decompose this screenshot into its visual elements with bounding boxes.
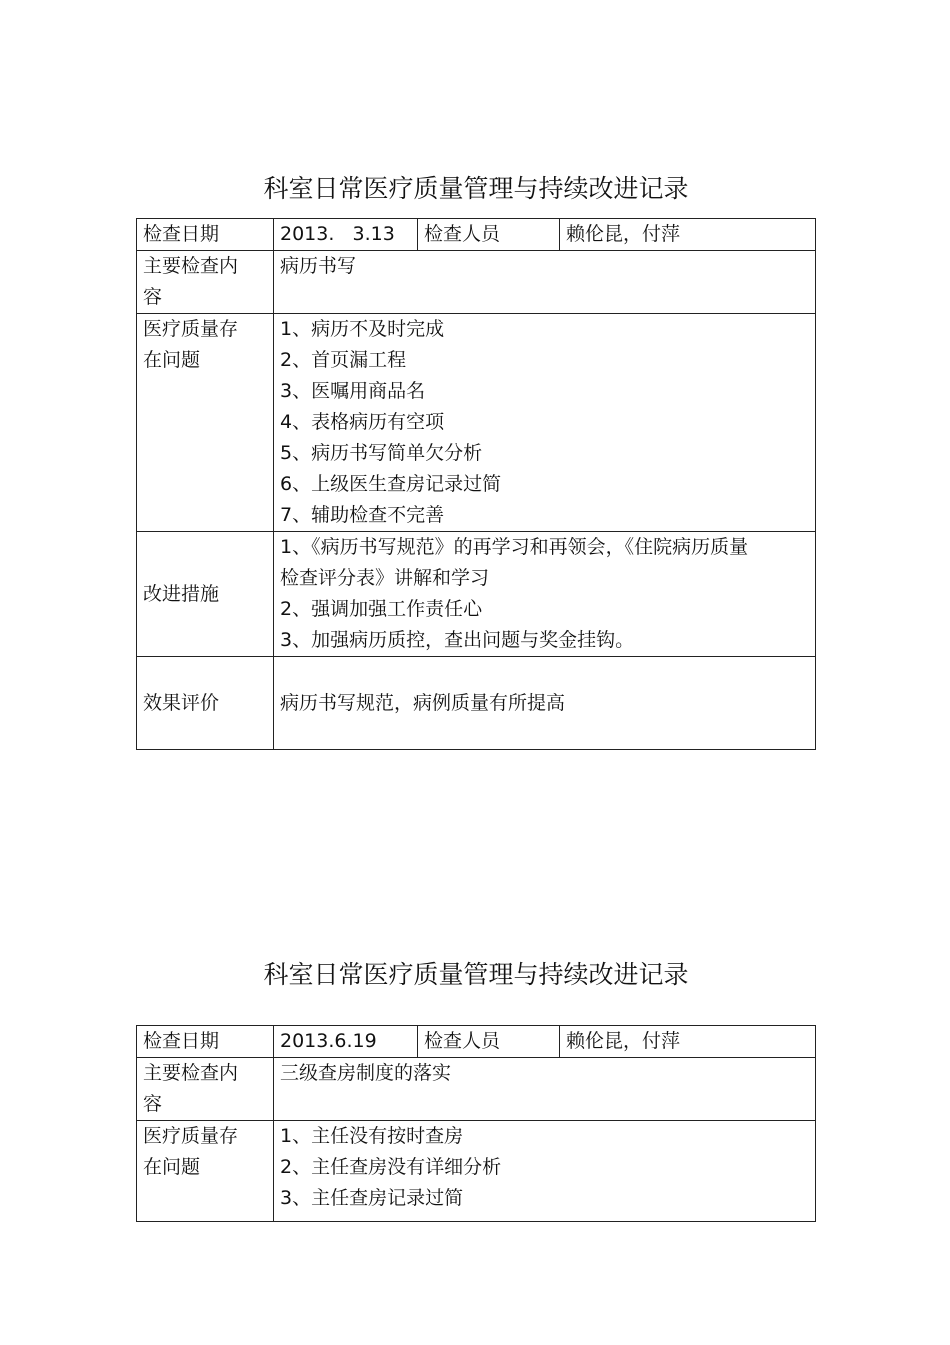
date-row (137, 219, 816, 251)
problems-label (137, 1121, 274, 1222)
record-2-table (136, 1025, 816, 1222)
content-row (137, 251, 816, 314)
problems-label-line-2: 在问题 (143, 349, 201, 371)
effect-value: 病历书写规范，病例质量有所提高 (274, 657, 816, 750)
content-label (137, 1058, 274, 1121)
problems-label (137, 314, 274, 532)
measure-item: 1、《病历书写规范》的再学习和再领会，《住院病历质量检查评分表》讲解和学习 (280, 536, 749, 589)
content-label-line-1: 主要检查内 (143, 1062, 239, 1084)
measures-list (274, 532, 816, 657)
content-row (137, 1058, 816, 1121)
problems-row (137, 314, 816, 532)
measure-item: 3、加强病历质控，查出问题与奖金挂钩。 (280, 629, 635, 651)
content-label-line-2: 容 (143, 1093, 163, 1115)
content-label-line-1: 主要检查内 (143, 255, 239, 277)
problems-row (137, 1121, 816, 1222)
problem-item: 3、主任查房记录过简 (280, 1187, 464, 1209)
date-label: 检查日期 (137, 219, 274, 251)
problems-label-line-2: 在问题 (143, 1156, 201, 1178)
inspector-label: 检查人员 (418, 219, 560, 251)
measures-label: 改进措施 (137, 532, 274, 657)
record-1-title: 科室日常医疗质量管理与持续改进记录 (263, 174, 689, 203)
measure-item: 2、强调加强工作责任心 (280, 598, 483, 620)
record-1 (136, 218, 816, 750)
date-label: 检查日期 (137, 1026, 274, 1058)
content-value: 病历书写 (274, 251, 816, 314)
problem-item: 2、主任查房没有详细分析 (280, 1156, 502, 1178)
problem-item: 4、表格病历有空项 (280, 411, 445, 433)
problem-item: 1、病历不及时完成 (280, 318, 445, 340)
record-1-table (136, 218, 816, 750)
record-2-title: 科室日常医疗质量管理与持续改进记录 (263, 960, 689, 989)
problem-item: 1、主任没有按时查房 (280, 1125, 464, 1147)
date-value: 2013.6.19 (274, 1026, 418, 1058)
content-value: 三级查房制度的落实 (274, 1058, 816, 1121)
date-row (137, 1026, 816, 1058)
inspector-value: 赖伦昆，付萍 (560, 219, 816, 251)
problems-list (274, 1121, 816, 1222)
problem-item: 2、首页漏工程 (280, 349, 407, 371)
problem-item: 3、医嘱用商品名 (280, 380, 426, 402)
record-2 (136, 1025, 816, 1222)
problem-item: 5、病历书写简单欠分析 (280, 442, 483, 464)
measures-row (137, 532, 816, 657)
problems-label-line-1: 医疗质量存 (143, 318, 239, 340)
inspector-value: 赖伦昆，付萍 (560, 1026, 816, 1058)
effect-label: 效果评价 (137, 657, 274, 750)
content-label-line-2: 容 (143, 286, 163, 308)
problem-item: 6、上级医生查房记录过简 (280, 473, 502, 495)
date-value: 2013. 3.13 (274, 219, 418, 251)
problem-item: 7、辅助检查不完善 (280, 504, 445, 526)
effect-row (137, 657, 816, 750)
problems-label-line-1: 医疗质量存 (143, 1125, 239, 1147)
problems-list (274, 314, 816, 532)
inspector-label: 检查人员 (418, 1026, 560, 1058)
content-label (137, 251, 274, 314)
